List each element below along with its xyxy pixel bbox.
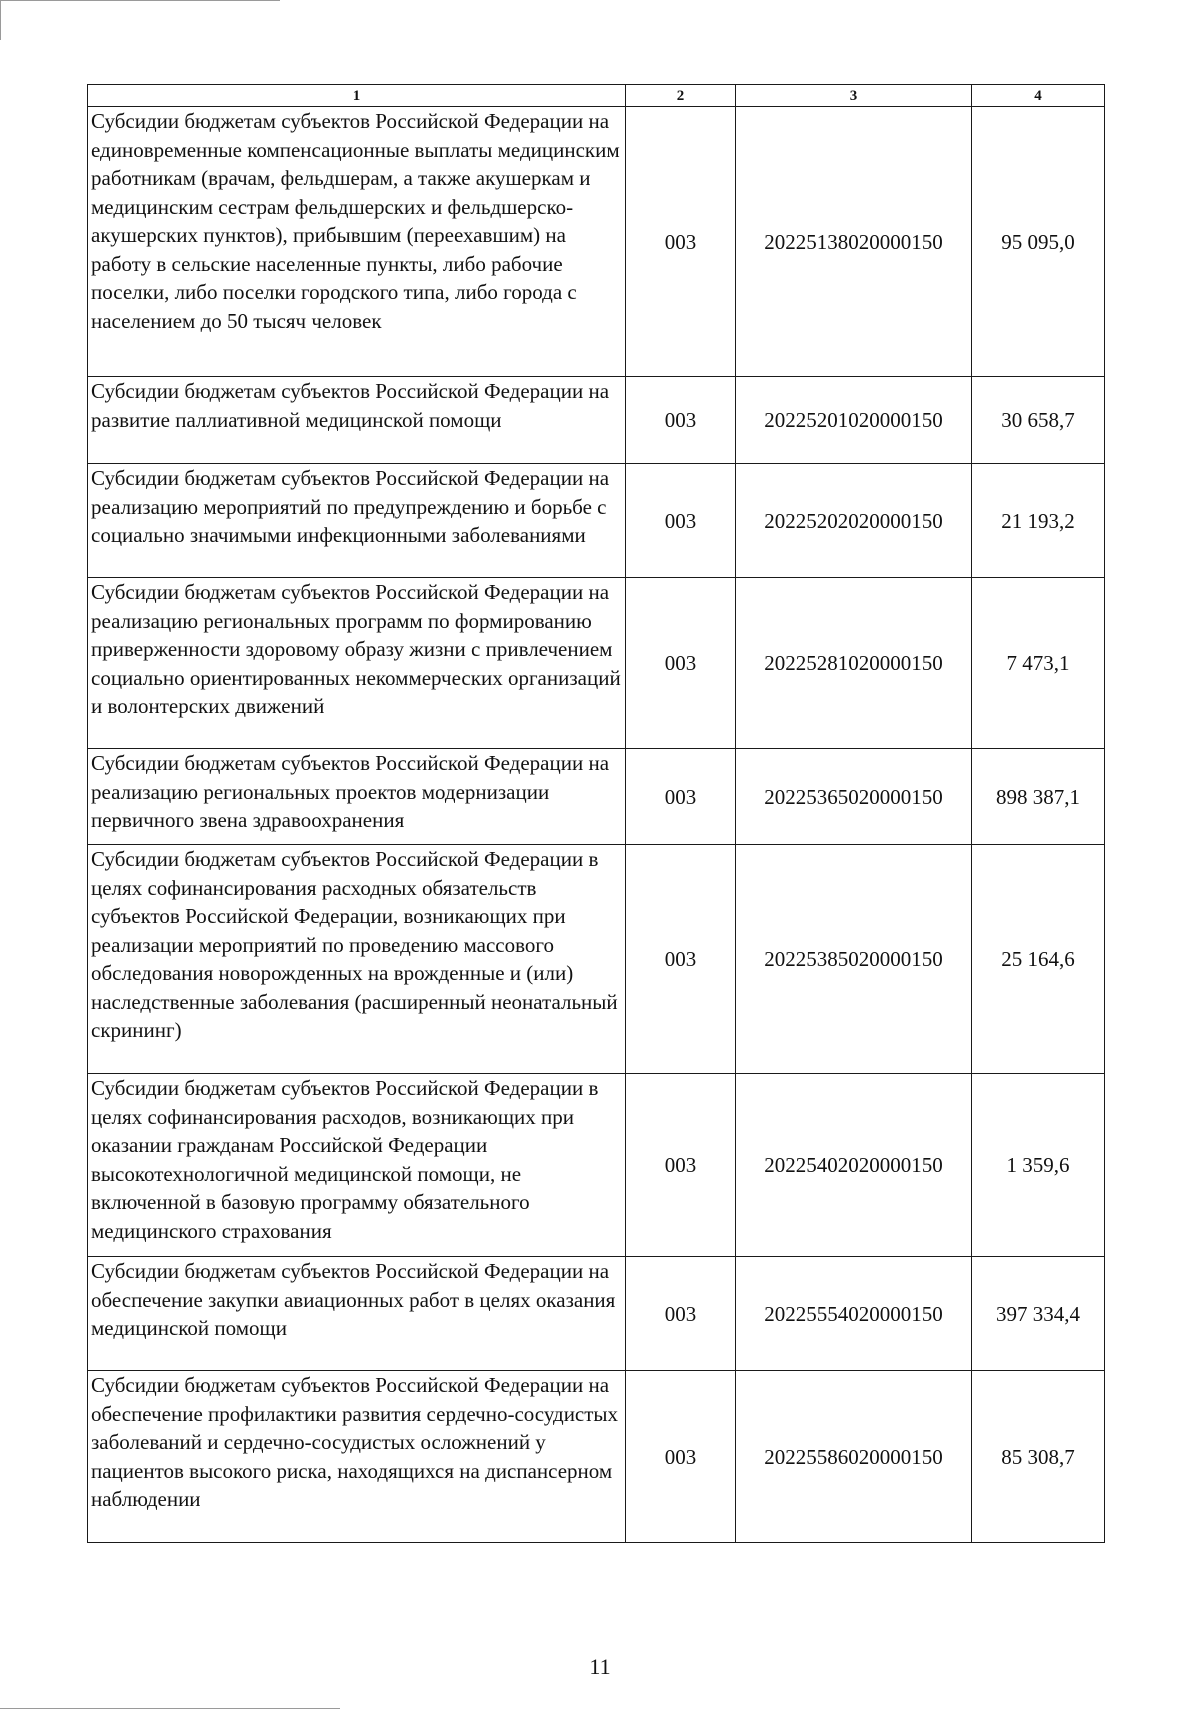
table-row — [88, 464, 1105, 578]
row-amount: 898 387,1 — [972, 749, 1105, 845]
row-description: Субсидии бюджетам субъектов Российской Федерации на единовременные компенсационные выплаты медицинским работникам (врачам, фельдшерам, а также акушеркам и медицинским сестрам фельдшерских и фельдшерско-акушерских пунктов), прибывшим (переехавшим) на работу в сельские населенные пункты, либо рабочие поселки, либо поселки городского типа, либо города с населением до 50 тысяч человек — [88, 107, 626, 377]
row-admin-code: 003 — [626, 845, 736, 1074]
subsidies-table — [87, 84, 1105, 1543]
table-row — [88, 845, 1105, 1074]
row-budget-code: 20225202020000150 — [736, 464, 972, 578]
row-budget-code: 20225554020000150 — [736, 1257, 972, 1371]
row-amount: 85 308,7 — [972, 1371, 1105, 1543]
row-admin-code: 003 — [626, 578, 736, 749]
row-budget-code: 20225138020000150 — [736, 107, 972, 377]
row-admin-code: 003 — [626, 377, 736, 464]
row-admin-code: 003 — [626, 749, 736, 845]
column-header-1: 1 — [88, 85, 626, 107]
table-row — [88, 578, 1105, 749]
row-description: Субсидии бюджетам субъектов Российской Федерации на реализацию региональных проектов модернизации первичного звена здравоохранения — [88, 749, 626, 845]
column-header-2: 2 — [626, 85, 736, 107]
row-description: Субсидии бюджетам субъектов Российской Федерации на реализацию мероприятий по предупреждению и борьбе с социально значимыми инфекционными заболеваниями — [88, 464, 626, 578]
row-budget-code: 20225402020000150 — [736, 1074, 972, 1257]
row-description: Субсидии бюджетам субъектов Российской Федерации на обеспечение закупки авиационных работ в целях оказания медицинской помощи — [88, 1257, 626, 1371]
table-header-row — [88, 85, 1105, 107]
page-number: 11 — [589, 1654, 611, 1679]
table-row — [88, 749, 1105, 845]
scan-artifact-bottom — [0, 1708, 340, 1709]
column-header-4: 4 — [972, 85, 1105, 107]
row-description: Субсидии бюджетам субъектов Российской Федерации на реализацию региональных программ по формированию приверженности здоровому образу жизни с привлечением социально ориентированных некоммерческих организаций и волонтерских движений — [88, 578, 626, 749]
table-row — [88, 1371, 1105, 1543]
row-amount: 95 095,0 — [972, 107, 1105, 377]
table-row — [88, 377, 1105, 464]
scan-artifact-left — [0, 0, 1, 40]
scan-artifact-top — [0, 0, 280, 1]
row-budget-code: 20225201020000150 — [736, 377, 972, 464]
row-budget-code: 20225365020000150 — [736, 749, 972, 845]
row-budget-code: 20225586020000150 — [736, 1371, 972, 1543]
row-description: Субсидии бюджетам субъектов Российской Федерации в целях софинансирования расходов, возникающих при оказании гражданам Российской Федерации высокотехнологичной медицинской помощи, не включенной в базовую программу обязательного медицинского страхования — [88, 1074, 626, 1257]
row-amount: 1 359,6 — [972, 1074, 1105, 1257]
row-admin-code: 003 — [626, 107, 736, 377]
table-row — [88, 107, 1105, 377]
row-amount: 21 193,2 — [972, 464, 1105, 578]
row-amount: 30 658,7 — [972, 377, 1105, 464]
row-admin-code: 003 — [626, 1371, 736, 1543]
column-header-3: 3 — [736, 85, 972, 107]
row-description: Субсидии бюджетам субъектов Российской Федерации в целях софинансирования расходных обязательств субъектов Российской Федерации, возникающих при реализации мероприятий по проведению массового обследования новорожденных на врожденные и (или) наследственные заболевания (расширенный неонатальный скрининг) — [88, 845, 626, 1074]
row-admin-code: 003 — [626, 464, 736, 578]
row-description: Субсидии бюджетам субъектов Российской Федерации на развитие паллиативной медицинской помощи — [88, 377, 626, 464]
row-admin-code: 003 — [626, 1074, 736, 1257]
row-admin-code: 003 — [626, 1257, 736, 1371]
row-budget-code: 20225385020000150 — [736, 845, 972, 1074]
row-amount: 397 334,4 — [972, 1257, 1105, 1371]
table-row — [88, 1074, 1105, 1257]
table-row — [88, 1257, 1105, 1371]
row-budget-code: 20225281020000150 — [736, 578, 972, 749]
row-amount: 7 473,1 — [972, 578, 1105, 749]
row-description: Субсидии бюджетам субъектов Российской Федерации на обеспечение профилактики развития сердечно-сосудистых заболеваний и сердечно-сосудистых осложнений у пациентов высокого риска, находящихся на диспансерном наблюдении — [88, 1371, 626, 1543]
row-amount: 25 164,6 — [972, 845, 1105, 1074]
